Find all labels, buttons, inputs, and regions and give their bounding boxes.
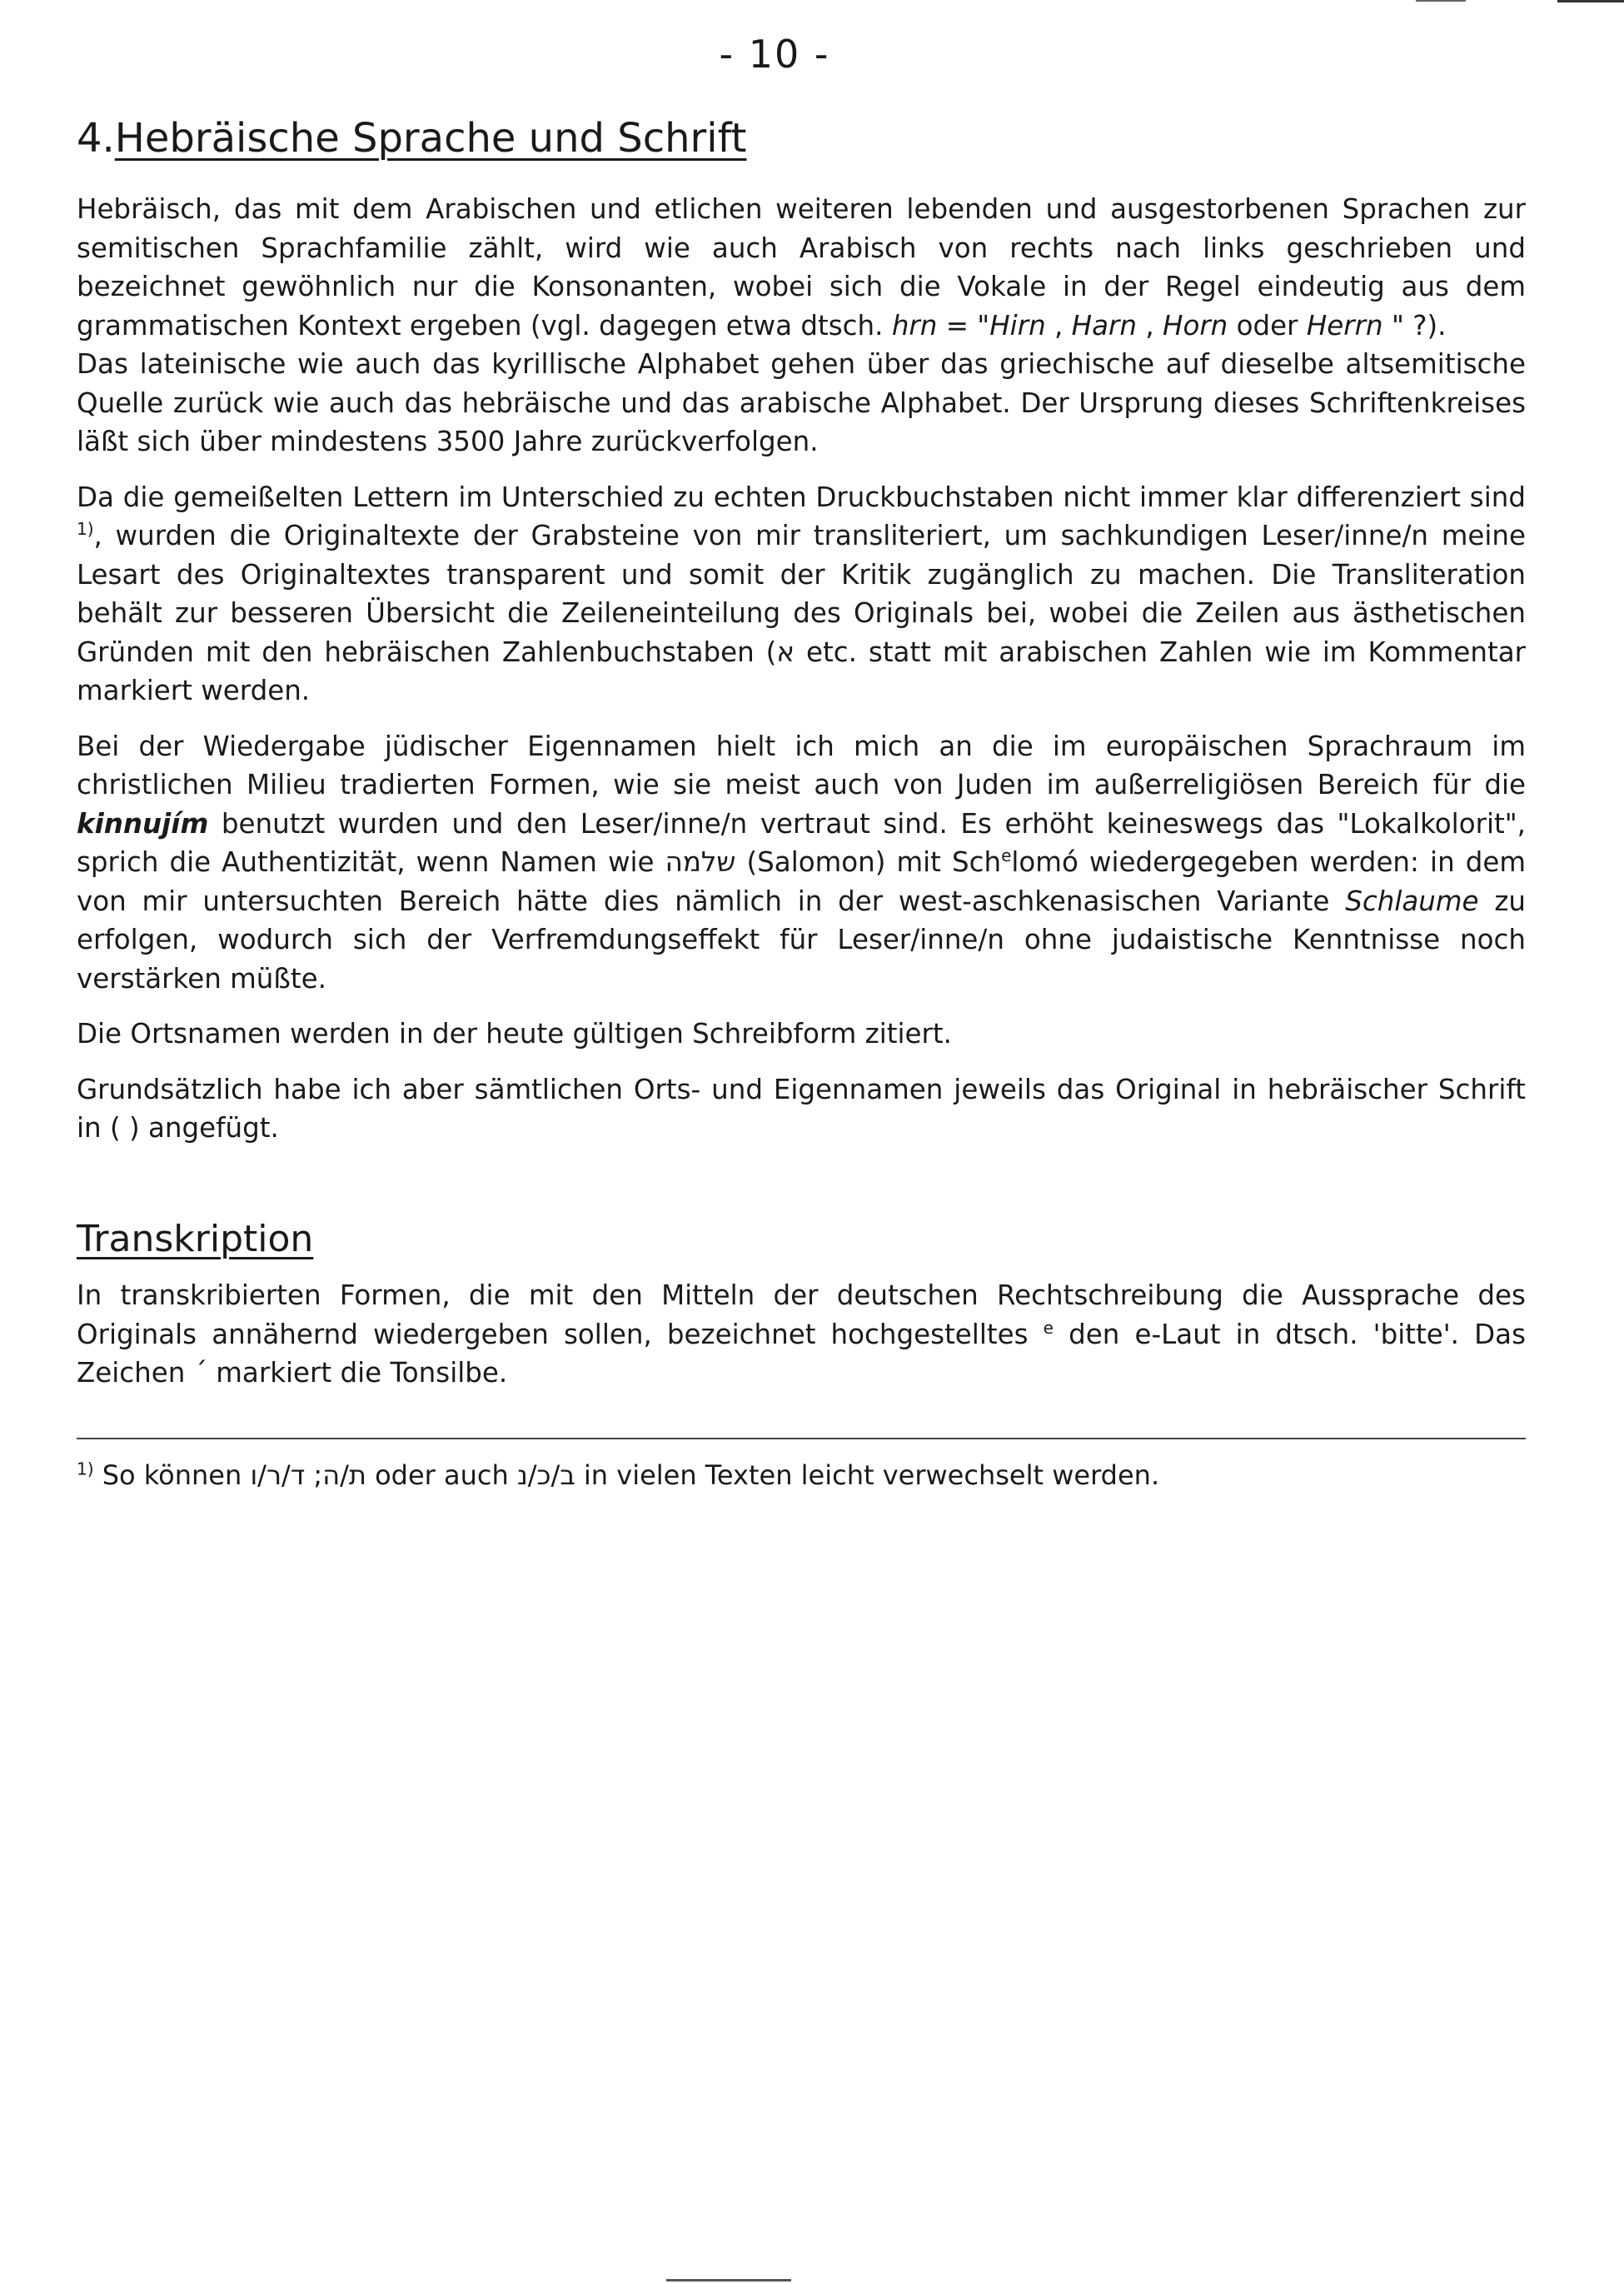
- example-hirn: Hirn: [989, 309, 1046, 342]
- footnote-marker: 1): [77, 1459, 94, 1479]
- example-herrn: Herrn: [1306, 309, 1383, 342]
- example-harn: Harn: [1071, 309, 1137, 342]
- superscript-e: e: [1001, 845, 1012, 866]
- paragraph-hebrew-originals: Grundsätzlich habe ich aber sämtlichen Orts- und Eigennamen jeweils das Original in hebräischer Schrift in ( ) angefügt.: [77, 1073, 1526, 1144]
- superscript-e: e: [1043, 1317, 1054, 1338]
- accent-mark: ´: [193, 1357, 207, 1389]
- example-hrn: hrn: [891, 309, 938, 342]
- paragraph-hebrew-intro: Hebräisch, das mit dem Arabischen und etlichen weiteren lebenden und ausgestorbenen Sprachen zur semitischen Sprachfamilie zählt, wird wie auch Arabisch von rechts nach links geschrieben und bezeichnet gewöhnlich nur die Konsonanten, wobei sich die Vokale in der Regel eindeutig aus dem grammatischen Kontext ergeben (vgl. dagegen etwa dtsch. hrn = "Hirn , Harn , Horn oder Herrn " ?).: [77, 193, 1526, 342]
- page-number: - 10 -: [719, 32, 830, 77]
- subsection-title: Transkription: [77, 1218, 314, 1260]
- section-title-text: Hebräische Sprache und Schrift: [114, 115, 747, 162]
- footnote-divider: [77, 1438, 1526, 1439]
- paragraph-transliteration: Da die gemeißelten Lettern im Unterschied zu echten Druckbuchstaben nicht immer klar differenziert sind $^{1)}$, wurden die Originaltexte der Grabsteine von mir transliteriert, um sachkundigen Leser/inne/n meine Lesart des Originaltextes transparent und somit der Kritik zugänglich zu machen. Die Transliteration behält zur besseren Übersicht die Zeileneinteilung des Originals bei, wobei die Zeilen aus ästhetischen Gründen mit den hebräischen Zahlenbuchstaben (א etc. statt mit arabischen Zahlen wie im Kommentar markiert werden.: [77, 481, 1526, 706]
- term-schlaume: Schlaume: [1345, 885, 1479, 917]
- hebrew-aleph: א: [776, 636, 795, 668]
- paragraph-transcription: In transkribierten Formen, die mit den Mitteln der deutschen Rechtschreibung die Aussprache des Originals annähernd wiedergeben sollen, bezeichnet hochgestelltes $^e$ den e-Laut in dtsch. 'bitte'. Das Zeichen ´ markiert die Tonsilbe.: [77, 1279, 1526, 1389]
- term-kinnujim: kinnujím: [77, 807, 209, 840]
- transcription-text-block: [77, 1276, 1526, 1409]
- example-horn: Horn: [1163, 309, 1228, 342]
- section-number: 4.: [77, 115, 115, 162]
- hebrew-letters-3: ב/כ/נ: [516, 1459, 575, 1491]
- footnote-reference: 1): [77, 519, 94, 540]
- body-text-block: [77, 190, 1526, 1164]
- footnote: $^{1)}$ So können ת/ה; ד/ר/ו oder auch ב/כ/נ in vielen Texten leicht verwechselt werden.: [77, 1459, 1160, 1491]
- hebrew-letters-1: ת/ה: [322, 1459, 366, 1491]
- paragraph-proper-names: Bei der Wiedergabe jüdischer Eigennamen hielt ich mich an die im europäischen Sprachraum im christlichen Milieu tradierten Formen, wie sie meist auch von Juden im außerreligiösen Bereich für die kinnujím benutzt wurden und den Leser/inne/n vertraut sind. Es erhöht keineswegs das "Lokalkolorit", sprich die Authentizität, wenn Namen wie שלמה (Salomon) mit Sch$^e$lomó wiedergegeben werden: in dem von mir untersuchten Bereich hätte dies nämlich in der west-aschkenasischen Variante Schlaume zu erfolgen, wodurch sich der Verfremdungseffekt für Leser/inne/n ohne judaistische Kenntnisse noch verstärken müßte.: [77, 730, 1527, 995]
- paragraph-place-names: Die Ortsnamen werden in der heute gültigen Schreibform zitiert.: [77, 1018, 952, 1050]
- section-title: [77, 115, 746, 162]
- scan-edge-mark: [1416, 0, 1466, 2]
- hebrew-letters-2: ד/ר/ו: [250, 1459, 306, 1491]
- hebrew-shlomo: שלמה: [665, 846, 736, 878]
- scan-edge-mark: [1557, 0, 1624, 2]
- scan-bottom-mark: [666, 2279, 791, 2282]
- paragraph-alphabet-origin: Das lateinische wie auch das kyrillische Alphabet gehen über das griechische auf dieselbe altsemitische Quelle zurück wie auch das hebräische und das arabische Alphabet. Der Ursprung dieses Schriftenkreises läßt sich über mindestens 3500 Jahre zurückverfolgen.: [77, 348, 1526, 457]
